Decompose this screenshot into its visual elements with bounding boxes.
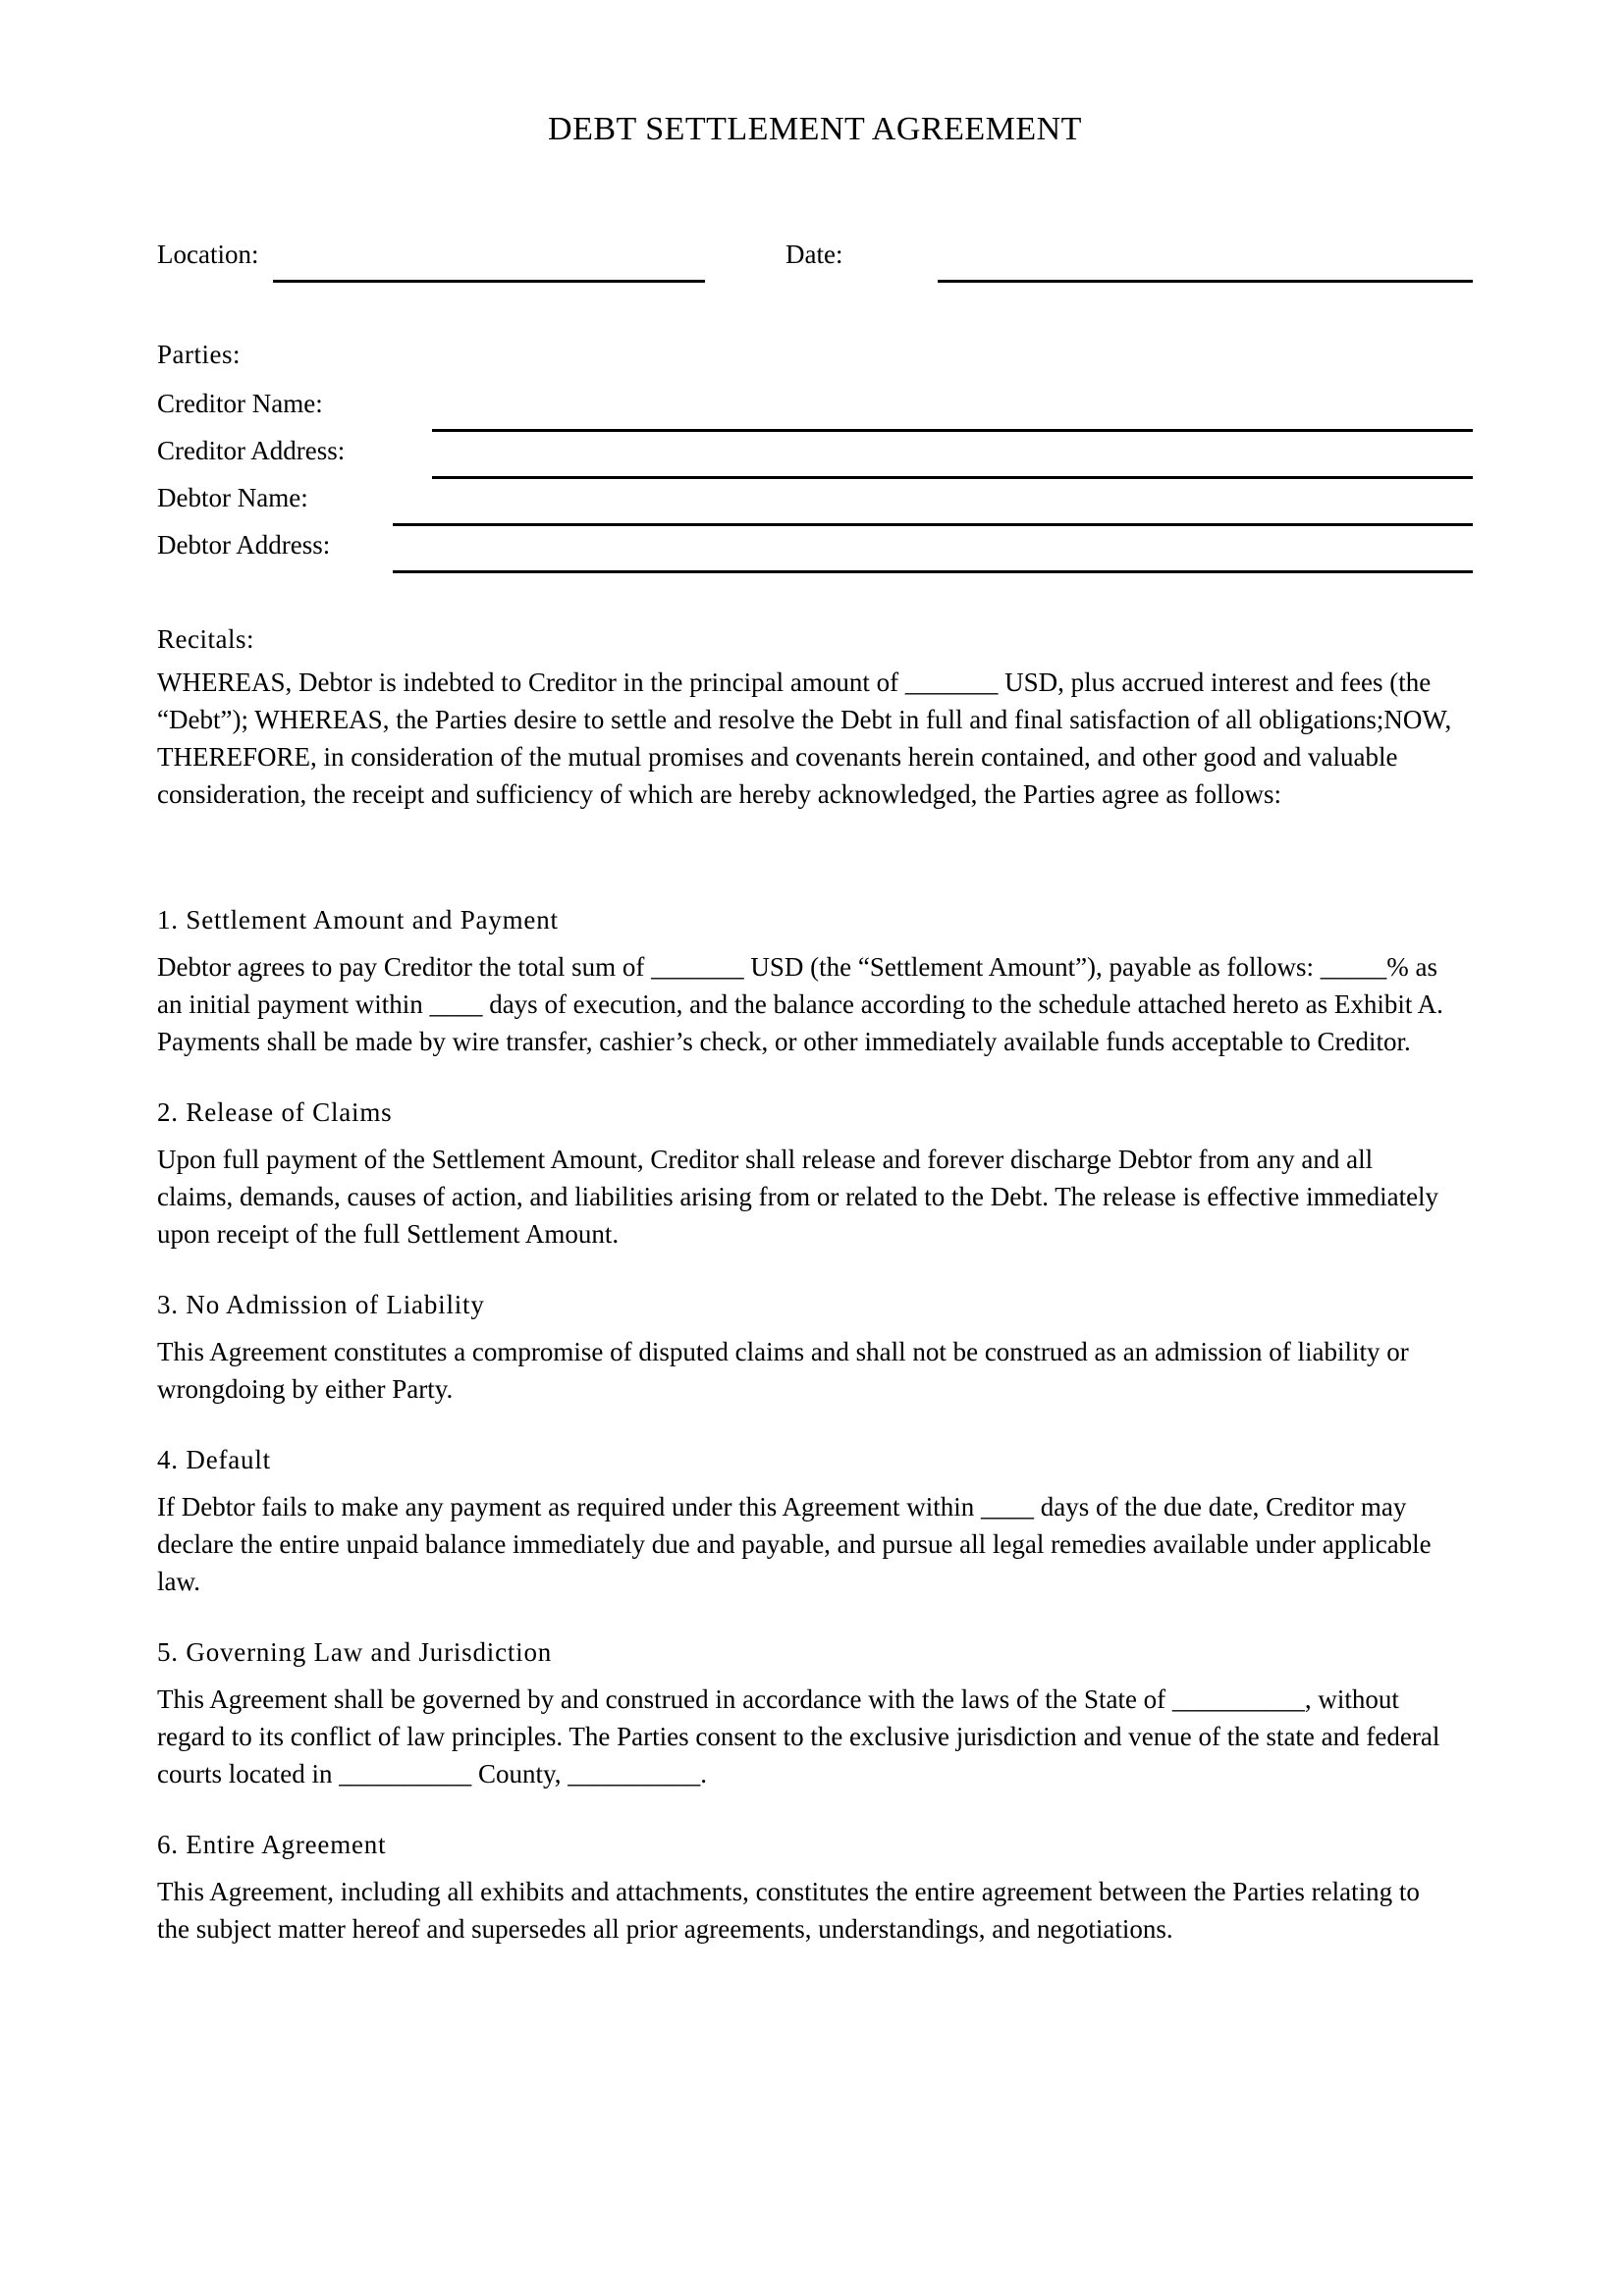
debtor-address-label: Debtor Address: [157, 530, 331, 560]
section-6-heading: 6. Entire Agreement [157, 1830, 387, 1859]
debtor-name-row [157, 479, 1473, 526]
location-date-row [157, 240, 1473, 283]
section-3-heading: 3. No Admission of Liability [157, 1290, 485, 1319]
section-2-body: Upon full payment of the Settlement Amount, Creditor shall release and forever discharge Debtor from any and all claims, demands, causes of action, and liabilities arising from or related to the Debt. The release is effective immediately upon receipt of the full Settlement Amount. [157, 1145, 1439, 1249]
section-default [157, 1441, 1473, 1600]
recitals-paragraph: WHEREAS, Debtor is indebted to Creditor in the principal amount of _______ USD, plus accrued interest and fees (the “Debt”); WHEREAS, the Parties desire to settle and resolve the Debt in full and final satisfaction of all obligations;NOW, THEREFORE, in consideration of the mutual promises and covenants herein contained, and other good and valuable consideration, the receipt and sufficiency of which are hereby acknowledged, the Parties agree as follows: [157, 667, 1452, 809]
location-blank-line[interactable] [273, 280, 705, 283]
section-1-body: Debtor agrees to pay Creditor the total sum of _______ USD (the “Settlement Amount”), payable as follows: _____% as an initial payment within ____ days of execution, and the balance according to the schedule attached hereto as Exhibit A. Payments shall be made by wire transfer, cashier’s check, or other immediately available funds acceptable to Creditor. [157, 952, 1443, 1056]
debtor-address-row [157, 526, 1473, 573]
parties-fields [157, 385, 1473, 573]
section-1-heading: 1. Settlement Amount and Payment [157, 905, 559, 934]
creditor-name-label: Creditor Name: [157, 389, 323, 418]
section-no-admission [157, 1286, 1473, 1408]
date-label: Date: [785, 240, 843, 269]
document-title: DEBT SETTLEMENT AGREEMENT [548, 111, 1082, 147]
section-5-body: This Agreement shall be governed by and construed in accordance with the laws of the State of __________, without regard to its conflict of law principles. The Parties consent to the exclusive jurisdiction and venue of the state and federal courts located in __________ County, __________. [157, 1684, 1440, 1789]
section-release-of-claims [157, 1094, 1473, 1253]
section-5-heading: 5. Governing Law and Jurisdiction [157, 1637, 553, 1667]
recitals-heading: Recitals: [157, 624, 254, 654]
date-blank-line[interactable] [938, 280, 1473, 283]
debtor-name-label: Debtor Name: [157, 483, 308, 512]
creditor-address-row [157, 432, 1473, 479]
section-2-heading: 2. Release of Claims [157, 1097, 393, 1127]
section-settlement-amount [157, 901, 1473, 1060]
section-3-body: This Agreement constitutes a compromise of disputed claims and shall not be construed as an admission of liability or wrongdoing by either Party. [157, 1337, 1409, 1404]
section-governing-law [157, 1633, 1473, 1792]
section-6-body: This Agreement, including all exhibits and attachments, constitutes the entire agreement between the Parties relating to the subject matter hereof and supersedes all prior agreements, understandings, and negotiations. [157, 1877, 1420, 1944]
section-entire-agreement [157, 1826, 1473, 1948]
debtor-address-blank-line[interactable] [393, 570, 1473, 573]
location-label: Location: [157, 240, 259, 269]
section-4-heading: 4. Default [157, 1445, 271, 1474]
parties-label: Parties: [157, 340, 241, 369]
section-4-body: If Debtor fails to make any payment as required under this Agreement within ____ days of the due date, Creditor may declare the entire unpaid balance immediately due and payable, and pursue all legal remedies available under applicable law. [157, 1492, 1432, 1596]
creditor-name-row [157, 385, 1473, 432]
creditor-address-label: Creditor Address: [157, 436, 346, 465]
